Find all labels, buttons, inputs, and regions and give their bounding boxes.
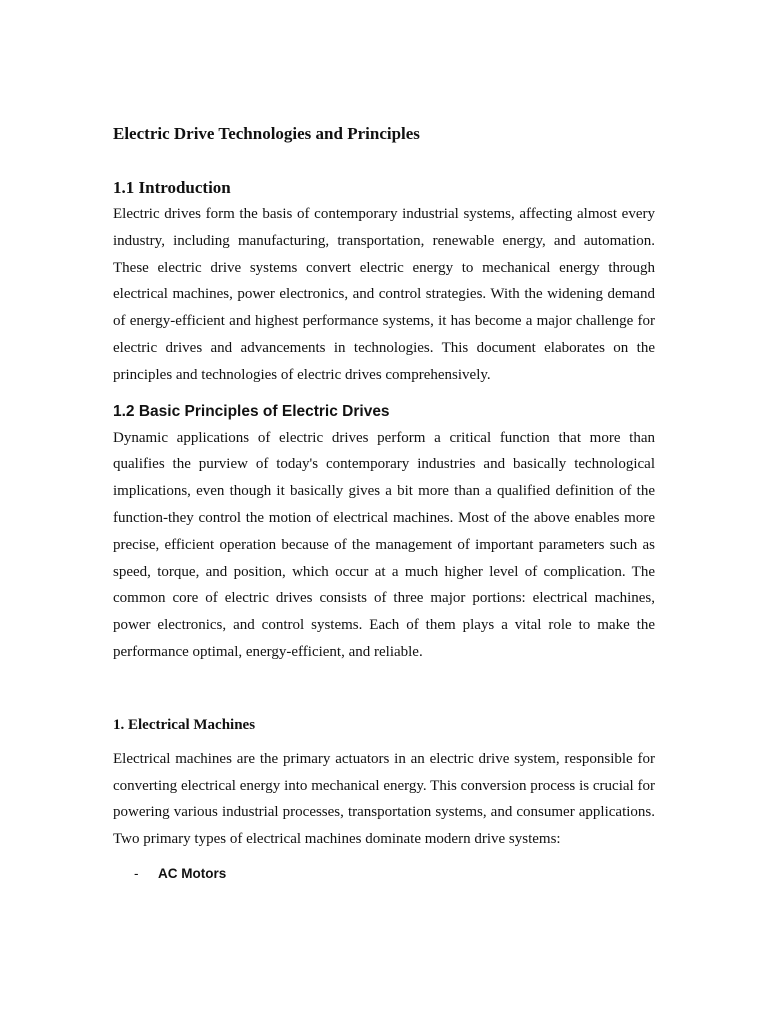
section-heading-basic-principles: 1.2 Basic Principles of Electric Drives [113,402,390,420]
section-heading-introduction: 1.1 Introduction [113,178,231,197]
bullet-marker: - [134,865,139,881]
document-content [113,121,655,885]
list-item [113,863,655,885]
section-body-introduction: Electric drives form the basis of contemporary industrial systems, affecting almost every industry, including manufacturing, transportation, renewable energy, and automation. These electric drive systems convert electric energy to mechanical energy through electrical machines, power electronics, and control strategies. With the widening demand of energy-efficient and highest performance systems, it has become a major challenge for electric drives and advancements in technologies. This document elaborates on the principles and technologies of electric drives comprehensively. [113,206,655,383]
section-body-electrical-machines: Electrical machines are the primary actuators in an electric drive system, responsible for converting electrical energy into mechanical energy. This conversion process is crucial for powering various industrial processes, transportation systems, and consumer applications. Two primary types of electrical machines dominate modern drive systems: [113,750,655,848]
document-title: Electric Drive Technologies and Principles [113,124,420,143]
bullet-label-ac-motors: AC Motors [158,865,227,881]
section-heading-electrical-machines: 1. Electrical Machines [113,716,256,733]
section-body-basic-principles: Dynamic applications of electric drives perform a critical function that more than qualifies the purview of today's contemporary industries and basically technological implications, even though it basically gives a bit more than a qualified definition of the function-they control the motion of electrical machines. Most of the above enables more precise, efficient operation because of the management of important parameters such as speed, torque, and position, which occur at a much higher level of complication. The common core of electric drives consists of three major portions: electrical machines, power electronics, and control systems. Each of them plays a vital role to make the performance optimal, energy-efficient, and reliable. [113,429,655,660]
